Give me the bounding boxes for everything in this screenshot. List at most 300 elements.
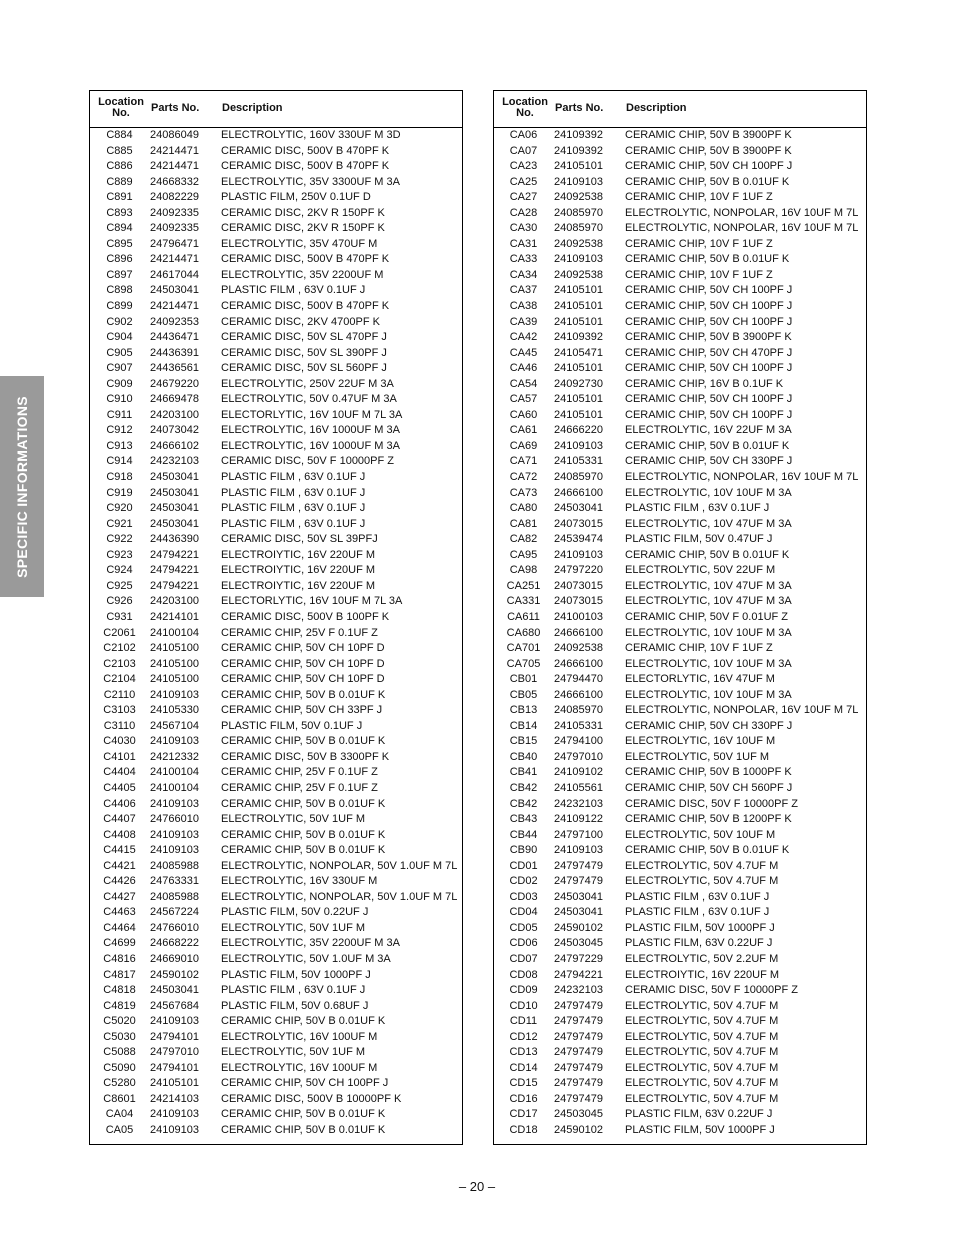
location-no-cell: CA05: [105, 1124, 134, 1136]
location-no-cell: C4406: [103, 797, 136, 810]
header-description: Description: [626, 102, 687, 114]
parts-no-cell: 24666100: [554, 486, 603, 499]
location-no-cell: CB01: [509, 673, 538, 686]
table-row: [90, 828, 462, 844]
parts-no-cell: 24668222: [150, 937, 199, 950]
description-cell: ELECTROLYTIC, NONPOLAR, 16V 10UF M 7L: [625, 206, 859, 219]
parts-no-cell: 24232103: [554, 984, 603, 997]
table-row: [494, 159, 866, 175]
parts-no-cell: 24503041: [150, 284, 199, 297]
location-no-cell: C4817: [103, 968, 136, 981]
location-no-cell: CD01: [509, 859, 538, 872]
description-cell: CERAMIC CHIP, 10V F 1UF Z: [625, 191, 773, 204]
location-no-cell: C4030: [103, 735, 136, 748]
parts-table-right: [493, 90, 867, 1145]
parts-no-cell: 24109103: [554, 548, 603, 561]
location-no-cell: C3103: [103, 704, 136, 717]
parts-no-cell: 24214471: [150, 300, 199, 313]
table-row: [90, 952, 462, 968]
description-cell: CERAMIC CHIP, 50V B 1200PF K: [625, 813, 792, 826]
location-no-cell: CD11: [509, 1015, 538, 1028]
description-cell: ELECTROLYTIC, 35V 2200UF M: [221, 268, 384, 281]
table-row: [494, 859, 866, 875]
table-row: [90, 797, 462, 813]
table-row: [90, 734, 462, 750]
parts-no-cell: 24073042: [150, 424, 199, 437]
location-no-cell: C5088: [103, 1046, 136, 1059]
description-cell: CERAMIC CHIP, 50V CH 100PF J: [625, 408, 793, 421]
table-row: [494, 1014, 866, 1030]
description-cell: CERAMIC DISC, 50V SL 560PF J: [221, 362, 387, 375]
location-no-cell: CA72: [509, 471, 538, 484]
header-location-line1: Location: [98, 96, 144, 108]
description-cell: CERAMIC CHIP, 50V CH 330PF J: [625, 719, 793, 732]
table-row: [90, 765, 462, 781]
location-no-cell: C909: [106, 377, 133, 390]
table-row: [90, 688, 462, 704]
parts-no-cell: 24214471: [150, 160, 199, 173]
parts-no-cell: 24092353: [150, 315, 199, 328]
table-row: [494, 828, 866, 844]
location-no-cell: C2061: [103, 626, 136, 639]
parts-no-cell: 24794221: [150, 564, 199, 577]
parts-no-cell: 24436561: [150, 362, 199, 375]
parts-no-cell: 24109103: [150, 844, 199, 857]
table-row: [90, 408, 462, 424]
location-no-cell: C889: [106, 175, 133, 188]
description-cell: CERAMIC DISC, 2KV R 150PF K: [221, 206, 385, 219]
description-cell: ELECTROLYTIC, 16V 330UF M: [221, 875, 378, 888]
parts-no-cell: 24109392: [554, 129, 603, 141]
table-row: [90, 377, 462, 393]
location-no-cell: C4405: [103, 781, 136, 794]
location-no-cell: C886: [106, 160, 133, 173]
location-no-cell: CA25: [509, 175, 538, 188]
parts-no-cell: 24797100: [554, 828, 603, 841]
location-no-cell: CA81: [509, 517, 538, 530]
parts-no-cell: 24503041: [150, 984, 199, 997]
table-row: [494, 1123, 866, 1139]
parts-no-cell: 24797479: [554, 1061, 603, 1074]
table-row: [90, 968, 462, 984]
description-cell: CERAMIC CHIP, 50V CH 10PF D: [221, 657, 385, 670]
table-row: [90, 719, 462, 735]
location-no-cell: C902: [106, 315, 133, 328]
table-row: [90, 1107, 462, 1123]
description-cell: ELECTROLYTIC, 10V 10UF M 3A: [625, 688, 792, 701]
table-row: [90, 237, 462, 253]
location-no-cell: CA680: [506, 626, 541, 639]
description-cell: CERAMIC CHIP, 10V F 1UF Z: [625, 237, 773, 250]
table-row: [494, 672, 866, 688]
description-cell: ELECTROLYTIC, 35V 2200UF M 3A: [221, 937, 400, 950]
description-cell: CERAMIC CHIP, 50V B 0.01UF K: [221, 1108, 386, 1121]
parts-no-cell: 24109103: [150, 797, 199, 810]
location-no-cell: C884: [106, 129, 133, 141]
table-row: [494, 190, 866, 206]
parts-no-cell: 24086049: [150, 129, 199, 141]
description-cell: PLASTIC FILM, 50V 0.68UF J: [221, 999, 369, 1012]
table-row: [494, 423, 866, 439]
description-cell: CERAMIC CHIP, 50V B 0.01UF K: [221, 844, 386, 857]
location-no-cell: C4407: [103, 813, 136, 826]
location-no-cell: CA73: [509, 486, 538, 499]
location-no-cell: C904: [106, 331, 133, 344]
description-cell: CERAMIC CHIP, 50V F 0.01UF Z: [625, 610, 789, 623]
description-cell: ELECTROLYTIC, 10V 10UF M 3A: [625, 486, 792, 499]
parts-no-cell: 24105101: [554, 393, 603, 406]
table-row: [494, 563, 866, 579]
parts-no-cell: 24436391: [150, 346, 199, 359]
table-row: [90, 781, 462, 797]
parts-no-cell: 24503041: [150, 502, 199, 515]
description-cell: CERAMIC DISC, 50V B 3300PF K: [221, 750, 390, 763]
parts-no-cell: 24567684: [150, 999, 199, 1012]
location-no-cell: CA61: [509, 424, 538, 437]
description-cell: ELECTROLYTIC, 50V 2.2UF M: [625, 952, 779, 965]
location-no-cell: C924: [106, 564, 133, 577]
table-row: [494, 408, 866, 424]
location-no-cell: C5280: [103, 1077, 136, 1090]
location-no-cell: CA80: [509, 502, 538, 515]
location-no-cell: C5030: [103, 1030, 136, 1043]
location-no-cell: C898: [106, 284, 133, 297]
description-cell: PLASTIC FILM , 63V 0.1UF J: [221, 471, 366, 484]
table-row: [90, 812, 462, 828]
description-cell: CERAMIC DISC, 500V B 470PF K: [221, 253, 390, 266]
location-no-cell: CA251: [506, 579, 541, 592]
parts-no-cell: 24666102: [150, 439, 199, 452]
location-no-cell: C926: [106, 595, 133, 608]
table-row: [494, 905, 866, 921]
description-cell: CERAMIC CHIP, 50V B 0.01UF K: [221, 735, 386, 748]
location-no-cell: CD02: [509, 875, 538, 888]
table-row: [90, 983, 462, 999]
parts-no-cell: 24092538: [554, 642, 603, 655]
location-no-cell: C4421: [103, 859, 136, 872]
parts-no-cell: 24797010: [150, 1046, 199, 1059]
table-row: [494, 377, 866, 393]
parts-no-cell: 24073015: [554, 579, 603, 592]
table-row: [494, 486, 866, 502]
location-no-cell: C912: [106, 424, 133, 437]
location-no-cell: CA331: [506, 595, 541, 608]
description-cell: PLASTIC FILM, 50V 0.47UF J: [625, 533, 773, 546]
table-row: [494, 283, 866, 299]
location-no-cell: CA54: [509, 377, 538, 390]
description-cell: ELECTROLYTIC, 50V 4.7UF M: [625, 1015, 779, 1028]
parts-no-cell: 24503041: [554, 890, 603, 903]
table-row: [90, 548, 462, 564]
table-row: [494, 1061, 866, 1077]
table-row: [494, 1107, 866, 1123]
location-no-cell: C896: [106, 253, 133, 266]
parts-no-cell: 24109103: [150, 1124, 199, 1136]
parts-no-cell: 24073015: [554, 595, 603, 608]
location-no-cell: CD17: [509, 1108, 538, 1121]
description-cell: ELECTORLYTIC, 16V 10UF M 7L 3A: [221, 595, 403, 608]
description-cell: ELECTROLYTIC, 50V 4.7UF M: [625, 1077, 779, 1090]
table-row: [494, 999, 866, 1015]
location-no-cell: CB14: [509, 719, 538, 732]
table-row: [90, 657, 462, 673]
location-no-cell: C918: [106, 471, 133, 484]
header-location-no: [497, 97, 553, 119]
parts-no-cell: 24794100: [554, 735, 603, 748]
table-row: [494, 579, 866, 595]
location-no-cell: C4427: [103, 890, 136, 903]
parts-no-cell: 24214471: [150, 144, 199, 157]
location-no-cell: C920: [106, 502, 133, 515]
location-no-cell: CA23: [509, 160, 538, 173]
table-row: [494, 921, 866, 937]
location-no-cell: CB43: [509, 813, 538, 826]
description-cell: CERAMIC CHIP, 50V CH 560PF J: [625, 781, 793, 794]
table-row: [90, 703, 462, 719]
parts-no-cell: 24503045: [554, 1108, 603, 1121]
parts-no-cell: 24085970: [554, 704, 603, 717]
description-cell: CERAMIC CHIP, 50V B 3900PF K: [625, 129, 792, 141]
description-cell: ELECTROLYTIC, 10V 10UF M 3A: [625, 626, 792, 639]
parts-no-cell: 24794221: [150, 579, 199, 592]
location-no-cell: C4415: [103, 844, 136, 857]
description-cell: CERAMIC CHIP, 50V CH 100PF J: [625, 393, 793, 406]
location-no-cell: CD05: [509, 921, 538, 934]
parts-no-cell: 24797479: [554, 999, 603, 1012]
table-row: [90, 579, 462, 595]
table-row: [90, 330, 462, 346]
page-number: – 20 –: [458, 1179, 496, 1194]
header-location-line2: No.: [516, 107, 534, 119]
parts-no-cell: 24567224: [150, 906, 199, 919]
location-no-cell: CA98: [509, 564, 538, 577]
table-row: [90, 1045, 462, 1061]
description-cell: PLASTIC FILM, 50V 0.22UF J: [221, 906, 369, 919]
description-cell: ELECTORLYTIC, 16V 47UF M: [625, 673, 775, 686]
parts-no-cell: 24436471: [150, 331, 199, 344]
parts-no-cell: 24794221: [150, 548, 199, 561]
table-row: [90, 890, 462, 906]
location-no-cell: C925: [106, 579, 133, 592]
table-row: [90, 874, 462, 890]
description-cell: CERAMIC CHIP, 50V B 0.01UF K: [221, 1015, 386, 1028]
parts-no-cell: 24109122: [554, 813, 603, 826]
location-no-cell: C897: [106, 268, 133, 281]
location-no-cell: CB15: [509, 735, 538, 748]
parts-no-cell: 24794101: [150, 1030, 199, 1043]
description-cell: PLASTIC FILM , 63V 0.1UF J: [625, 906, 770, 919]
parts-no-cell: 24763331: [150, 875, 199, 888]
location-no-cell: CD08: [509, 968, 538, 981]
location-no-cell: CA34: [509, 268, 538, 281]
table-row: [90, 1123, 462, 1139]
parts-no-cell: 24212332: [150, 750, 199, 763]
table-row: [494, 299, 866, 315]
table-row: [494, 144, 866, 160]
description-cell: CERAMIC CHIP, 50V B 0.01UF K: [625, 175, 790, 188]
description-cell: CERAMIC CHIP, 50V CH 330PF J: [625, 455, 793, 468]
table-row: [90, 206, 462, 222]
parts-no-cell: 24797479: [554, 1077, 603, 1090]
table-row: [494, 346, 866, 362]
location-no-cell: CA45: [509, 346, 538, 359]
location-no-cell: CA701: [506, 642, 541, 655]
parts-no-cell: 24082229: [150, 191, 199, 204]
description-cell: CERAMIC CHIP, 50V B 0.01UF K: [221, 828, 386, 841]
location-no-cell: C919: [106, 486, 133, 499]
location-no-cell: C4816: [103, 952, 136, 965]
table-row: [494, 237, 866, 253]
description-cell: CERAMIC CHIP, 50V CH 33PF J: [221, 704, 383, 717]
description-cell: PLASTIC FILM, 250V 0.1UF D: [221, 191, 371, 204]
parts-no-cell: 24666100: [554, 657, 603, 670]
location-no-cell: C4699: [103, 937, 136, 950]
table-row: [494, 719, 866, 735]
description-cell: ELECTROLYTIC, 35V 470UF M: [221, 237, 378, 250]
location-no-cell: CB41: [509, 766, 538, 779]
table-row: [90, 532, 462, 548]
parts-no-cell: 24794470: [554, 673, 603, 686]
parts-no-cell: 24794101: [150, 1061, 199, 1074]
parts-no-cell: 24766010: [150, 921, 199, 934]
description-cell: CERAMIC CHIP, 50V B 0.01UF K: [625, 439, 790, 452]
description-cell: CERAMIC CHIP, 50V CH 100PF J: [625, 362, 793, 375]
table-row: [90, 594, 462, 610]
parts-no-cell: 24105100: [150, 673, 199, 686]
table-row: [90, 315, 462, 331]
description-cell: CERAMIC CHIP, 16V B 0.1UF K: [625, 377, 784, 390]
location-no-cell: CA31: [509, 237, 538, 250]
table-row: [494, 361, 866, 377]
location-no-cell: CA06: [509, 129, 538, 141]
table-row: [494, 626, 866, 642]
parts-no-cell: 24105101: [554, 408, 603, 421]
location-no-cell: CB42: [509, 781, 538, 794]
parts-no-cell: 24105100: [150, 642, 199, 655]
location-no-cell: CD06: [509, 937, 538, 950]
table-row: [494, 470, 866, 486]
description-cell: ELECTROLYTIC, 50V 1UF M: [221, 1046, 366, 1059]
parts-no-cell: 24539474: [554, 533, 603, 546]
parts-no-cell: 24503045: [554, 937, 603, 950]
description-cell: CERAMIC DISC, 50V F 10000PF Z: [625, 984, 798, 997]
location-no-cell: CB05: [509, 688, 538, 701]
table-row: [90, 361, 462, 377]
description-cell: ELECTROLYTIC, 50V 0.47UF M 3A: [221, 393, 397, 406]
description-cell: ELECTROLYTIC, 50V 4.7UF M: [625, 875, 779, 888]
parts-no-cell: 24794221: [554, 968, 603, 981]
location-no-cell: CB40: [509, 750, 538, 763]
parts-no-cell: 24085988: [150, 890, 199, 903]
parts-no-cell: 24232103: [554, 797, 603, 810]
location-no-cell: CA705: [506, 657, 541, 670]
description-cell: ELECTROLYTIC, NONPOLAR, 16V 10UF M 7L: [625, 222, 859, 235]
parts-no-cell: 24109103: [150, 1108, 199, 1121]
parts-no-cell: 24100103: [554, 610, 603, 623]
parts-no-cell: 24797479: [554, 1015, 603, 1028]
table-row: [90, 750, 462, 766]
table-row: [90, 175, 462, 191]
parts-no-cell: 24666220: [554, 424, 603, 437]
parts-no-cell: 24105100: [150, 657, 199, 670]
description-cell: CERAMIC CHIP, 50V B 1000PF K: [625, 766, 792, 779]
location-no-cell: C2103: [103, 657, 136, 670]
parts-no-cell: 24109392: [554, 144, 603, 157]
table-row: [90, 1092, 462, 1108]
table-row: [90, 859, 462, 875]
table-row: [494, 797, 866, 813]
location-no-cell: CA95: [509, 548, 538, 561]
description-cell: CERAMIC CHIP, 50V B 0.01UF K: [221, 1124, 386, 1136]
description-cell: ELECTROIYTIC, 16V 220UF M: [221, 548, 376, 561]
description-cell: ELECTROLYTIC, 16V 10UF M: [625, 735, 776, 748]
description-cell: ELECTORLYTIC, 16V 10UF M 7L 3A: [221, 408, 403, 421]
parts-no-cell: 24085970: [554, 222, 603, 235]
location-no-cell: C894: [106, 222, 133, 235]
description-cell: CERAMIC DISC, 50V SL 470PF J: [221, 331, 387, 344]
location-no-cell: C4404: [103, 766, 136, 779]
description-cell: ELECTROLYTIC, 10V 47UF M 3A: [625, 517, 792, 530]
table-row: [494, 439, 866, 455]
parts-no-cell: 24590102: [554, 1124, 603, 1136]
parts-no-cell: 24503041: [150, 486, 199, 499]
table-row: [90, 936, 462, 952]
parts-no-cell: 24092538: [554, 191, 603, 204]
table-row: [90, 999, 462, 1015]
description-cell: ELECTROLYTIC, 50V 22UF M: [625, 564, 776, 577]
location-no-cell: C5020: [103, 1015, 136, 1028]
table-row: [90, 1076, 462, 1092]
location-no-cell: C4408: [103, 828, 136, 841]
parts-no-cell: 24109392: [554, 331, 603, 344]
parts-no-cell: 24436390: [150, 533, 199, 546]
description-cell: CERAMIC DISC, 500V B 470PF K: [221, 144, 390, 157]
description-cell: CERAMIC CHIP, 50V CH 100PF J: [625, 284, 793, 297]
table-row: [90, 423, 462, 439]
table-row: [90, 439, 462, 455]
parts-no-cell: 24109103: [554, 439, 603, 452]
parts-no-cell: 24797479: [554, 859, 603, 872]
parts-no-cell: 24679220: [150, 377, 199, 390]
description-cell: PLASTIC FILM, 63V 0.22UF J: [625, 1108, 773, 1121]
table-body: [494, 128, 866, 1139]
parts-no-cell: 24214103: [150, 1092, 199, 1105]
table-row: [90, 517, 462, 533]
parts-no-cell: 24797229: [554, 952, 603, 965]
location-no-cell: C891: [106, 191, 133, 204]
parts-no-cell: 24105101: [554, 284, 603, 297]
parts-no-cell: 24109102: [554, 766, 603, 779]
parts-no-cell: 24105101: [554, 315, 603, 328]
description-cell: CERAMIC CHIP, 50V CH 10PF D: [221, 673, 385, 686]
location-no-cell: C4819: [103, 999, 136, 1012]
location-no-cell: C4463: [103, 906, 136, 919]
location-no-cell: CA28: [509, 206, 538, 219]
table-row: [90, 221, 462, 237]
description-cell: ELECTROIYTIC, 16V 220UF M: [221, 579, 376, 592]
location-no-cell: CA611: [507, 610, 540, 623]
table-row: [90, 144, 462, 160]
table-row: [494, 501, 866, 517]
description-cell: CERAMIC CHIP, 25V F 0.1UF Z: [221, 626, 378, 639]
parts-no-cell: 24617044: [150, 268, 199, 281]
description-cell: ELECTROLYTIC, 160V 330UF M 3D: [221, 129, 401, 141]
parts-no-cell: 24668332: [150, 175, 199, 188]
description-cell: CERAMIC DISC, 2KV 4700PF K: [221, 315, 380, 328]
table-row: [494, 765, 866, 781]
description-cell: PLASTIC FILM , 63V 0.1UF J: [625, 890, 770, 903]
parts-no-cell: 24109103: [554, 844, 603, 857]
